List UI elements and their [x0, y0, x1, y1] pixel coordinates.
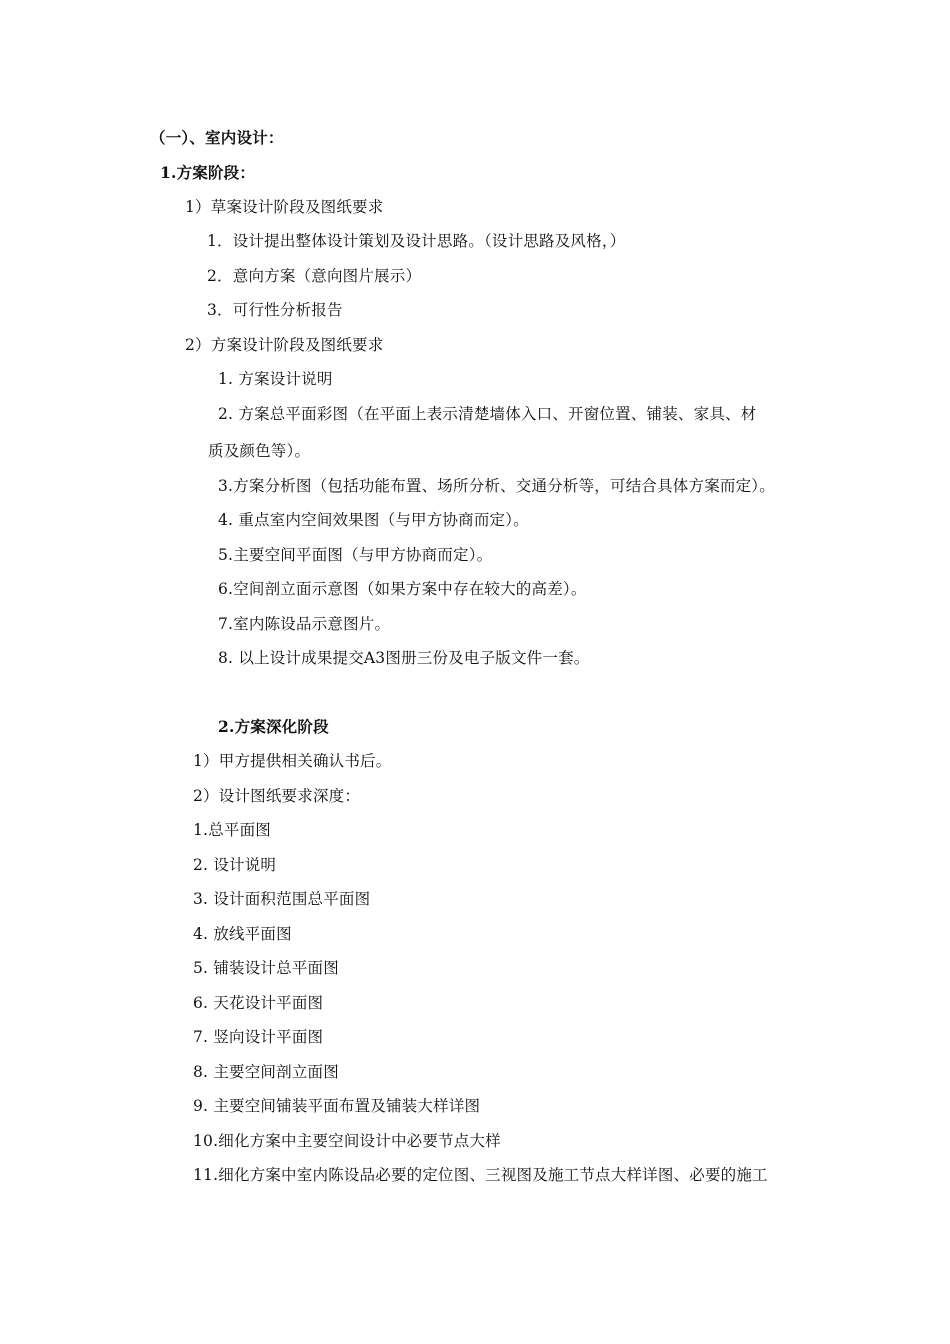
stage2-heading: 2.方案深化阶段	[218, 717, 329, 736]
scheme-item-5: 5.主要空间平面图（与甲方协商而定）。	[218, 546, 493, 564]
stage2-intro-2: 2）设计图纸要求深度：	[193, 787, 361, 805]
stage2-item-2: 2. 设计说明	[193, 856, 277, 874]
scheme-item-3: 3.方案分析图（包括功能布置、场所分析、交通分析等，可结合具体方案而定）。	[218, 477, 775, 495]
scheme-item-2-cont: 质及颜色等）。	[208, 442, 311, 460]
scheme-item-6: 6.空间剖立面示意图（如果方案中存在较大的高差）。	[218, 580, 587, 598]
draft-heading: 1）草案设计阶段及图纸要求	[185, 198, 384, 216]
stage2-item-11: 11.细化方案中室内陈设品必要的定位图、三视图及施工节点大样详图、必要的施工	[193, 1166, 768, 1184]
section-title: （一）、室内设计：	[150, 128, 284, 147]
stage2-item-5: 5. 铺装设计总平面图	[193, 959, 339, 977]
draft-item-2: 2．意向方案（意向图片展示）	[207, 267, 422, 285]
stage2-item-7: 7. 竖向设计平面图	[193, 1028, 324, 1046]
stage2-intro-1: 1）甲方提供相关确认书后。	[193, 752, 392, 770]
scheme-item-2: 2. 方案总平面彩图（在平面上表示清楚墙体入口、开窗位置、铺装、家具、材	[218, 405, 757, 423]
scheme-heading: 2）方案设计阶段及图纸要求	[185, 336, 384, 354]
scheme-item-1: 1. 方案设计说明	[218, 370, 333, 388]
draft-item-3: 3．可行性分析报告	[207, 301, 343, 319]
scheme-item-7: 7.室内陈设品示意图片。	[218, 615, 391, 633]
stage2-item-1: 1.总平面图	[193, 821, 271, 839]
stage2-item-10: 10.细化方案中主要空间设计中必要节点大样	[193, 1132, 501, 1150]
stage2-item-8: 8. 主要空间剖立面图	[193, 1063, 339, 1081]
stage1-heading: 1.方案阶段：	[160, 163, 256, 182]
draft-item-1: 1．设计提出整体设计策划及设计思路。（设计思路及风格，）	[207, 232, 626, 250]
scheme-item-4: 4. 重点室内空间效果图（与甲方协商而定）。	[218, 511, 529, 529]
stage2-item-3: 3. 设计面积范围总平面图	[193, 890, 371, 908]
scheme-item-8: 8. 以上设计成果提交A3图册三份及电子版文件一套。	[218, 649, 590, 667]
stage2-item-9: 9. 主要空间铺装平面布置及铺装大样详图	[193, 1097, 481, 1115]
stage2-item-6: 6. 天花设计平面图	[193, 994, 324, 1012]
stage2-item-4: 4. 放线平面图	[193, 925, 292, 943]
